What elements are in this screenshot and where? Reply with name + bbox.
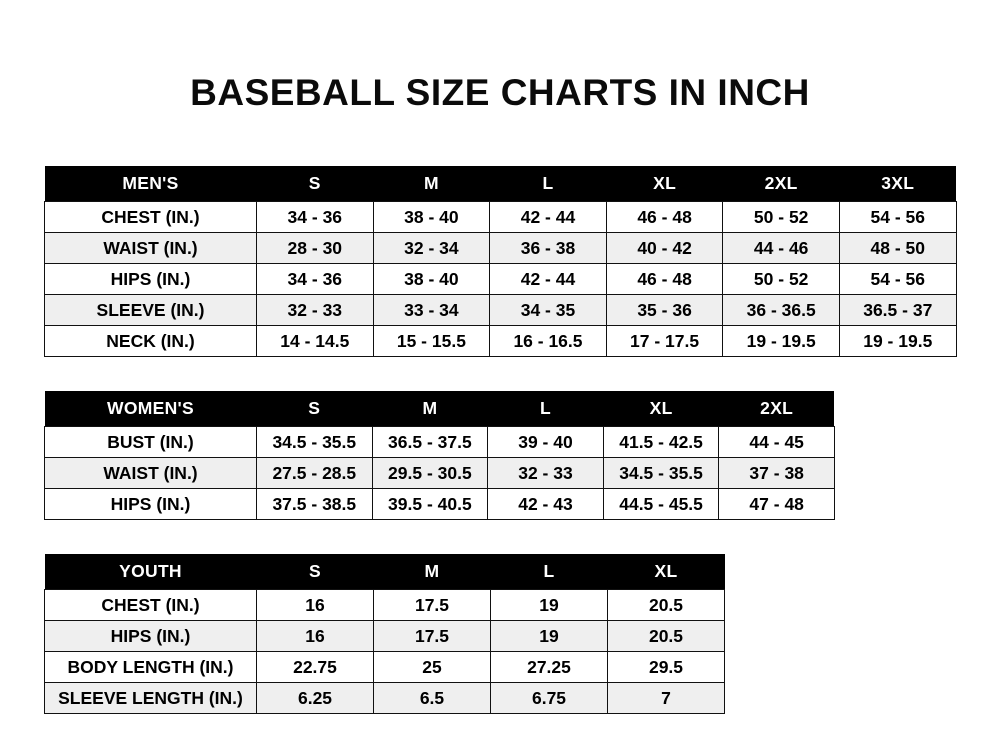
- table-header-row: [45, 166, 957, 202]
- cell: 50 - 52: [723, 202, 840, 233]
- cell: 44.5 - 45.5: [603, 489, 719, 520]
- cell: 22.75: [257, 652, 374, 683]
- table-row: [45, 427, 835, 458]
- table-row: [45, 264, 957, 295]
- cell: 7: [608, 683, 725, 714]
- cell: 35 - 36: [606, 295, 723, 326]
- womens-header-m: M: [372, 391, 488, 427]
- cell: 6.75: [491, 683, 608, 714]
- mens-header-2xl: 2XL: [723, 166, 840, 202]
- cell: 20.5: [608, 590, 725, 621]
- mens-header-3xl: 3XL: [839, 166, 956, 202]
- tables-container: [0, 166, 1000, 714]
- cell: 16: [257, 621, 374, 652]
- cell: 54 - 56: [839, 202, 956, 233]
- womens-table-head: [45, 391, 835, 427]
- cell: 15 - 15.5: [373, 326, 490, 357]
- cell: 28 - 30: [257, 233, 374, 264]
- womens-table-body: [45, 427, 835, 520]
- womens-header-s: S: [257, 391, 373, 427]
- cell: 44 - 45: [719, 427, 835, 458]
- cell: 38 - 40: [373, 202, 490, 233]
- row-label: CHEST (IN.): [45, 590, 257, 621]
- youth-table-head: [45, 554, 725, 590]
- table-row: [45, 202, 957, 233]
- cell: 6.5: [374, 683, 491, 714]
- row-label: WAIST (IN.): [45, 233, 257, 264]
- mens-table-body: [45, 202, 957, 357]
- cell: 19 - 19.5: [723, 326, 840, 357]
- womens-header-l: L: [488, 391, 604, 427]
- cell: 32 - 33: [257, 295, 374, 326]
- row-label: HIPS (IN.): [45, 264, 257, 295]
- row-label: HIPS (IN.): [45, 489, 257, 520]
- table-row: [45, 233, 957, 264]
- cell: 54 - 56: [839, 264, 956, 295]
- youth-header-xl: XL: [608, 554, 725, 590]
- mens-header-l: L: [490, 166, 607, 202]
- cell: 6.25: [257, 683, 374, 714]
- cell: 37.5 - 38.5: [257, 489, 373, 520]
- cell: 19 - 19.5: [839, 326, 956, 357]
- cell: 39 - 40: [488, 427, 604, 458]
- cell: 14 - 14.5: [257, 326, 374, 357]
- cell: 34.5 - 35.5: [257, 427, 373, 458]
- cell: 33 - 34: [373, 295, 490, 326]
- row-label: HIPS (IN.): [45, 621, 257, 652]
- table-row: [45, 489, 835, 520]
- youth-header-label: YOUTH: [45, 554, 257, 590]
- row-label: WAIST (IN.): [45, 458, 257, 489]
- cell: 29.5: [608, 652, 725, 683]
- mens-header-m: M: [373, 166, 490, 202]
- womens-size-table: [44, 391, 835, 520]
- cell: 41.5 - 42.5: [603, 427, 719, 458]
- cell: 40 - 42: [606, 233, 723, 264]
- womens-header-2xl: 2XL: [719, 391, 835, 427]
- row-label: SLEEVE LENGTH (IN.): [45, 683, 257, 714]
- row-label: BODY LENGTH (IN.): [45, 652, 257, 683]
- cell: 46 - 48: [606, 202, 723, 233]
- youth-header-l: L: [491, 554, 608, 590]
- table-row: [45, 590, 725, 621]
- row-label: SLEEVE (IN.): [45, 295, 257, 326]
- cell: 38 - 40: [373, 264, 490, 295]
- cell: 34 - 36: [257, 202, 374, 233]
- cell: 32 - 33: [488, 458, 604, 489]
- cell: 34 - 36: [257, 264, 374, 295]
- cell: 20.5: [608, 621, 725, 652]
- cell: 16: [257, 590, 374, 621]
- cell: 42 - 44: [490, 264, 607, 295]
- youth-table-body: [45, 590, 725, 714]
- table-row: [45, 621, 725, 652]
- table-header-row: [45, 554, 725, 590]
- cell: 19: [491, 590, 608, 621]
- womens-header-label: WOMEN'S: [45, 391, 257, 427]
- cell: 34 - 35: [490, 295, 607, 326]
- row-label: BUST (IN.): [45, 427, 257, 458]
- cell: 42 - 44: [490, 202, 607, 233]
- cell: 36.5 - 37: [839, 295, 956, 326]
- cell: 27.25: [491, 652, 608, 683]
- table-spacer: [44, 520, 956, 554]
- cell: 34.5 - 35.5: [603, 458, 719, 489]
- mens-header-label: MEN'S: [45, 166, 257, 202]
- youth-size-table: [44, 554, 725, 714]
- row-label: NECK (IN.): [45, 326, 257, 357]
- table-row: [45, 652, 725, 683]
- cell: 32 - 34: [373, 233, 490, 264]
- mens-size-table: [44, 166, 957, 357]
- cell: 46 - 48: [606, 264, 723, 295]
- cell: 37 - 38: [719, 458, 835, 489]
- cell: 50 - 52: [723, 264, 840, 295]
- cell: 36 - 38: [490, 233, 607, 264]
- mens-header-s: S: [257, 166, 374, 202]
- cell: 39.5 - 40.5: [372, 489, 488, 520]
- cell: 17.5: [374, 621, 491, 652]
- mens-table-head: [45, 166, 957, 202]
- cell: 27.5 - 28.5: [257, 458, 373, 489]
- cell: 17.5: [374, 590, 491, 621]
- cell: 36.5 - 37.5: [372, 427, 488, 458]
- cell: 25: [374, 652, 491, 683]
- cell: 17 - 17.5: [606, 326, 723, 357]
- cell: 47 - 48: [719, 489, 835, 520]
- cell: 19: [491, 621, 608, 652]
- cell: 44 - 46: [723, 233, 840, 264]
- cell: 48 - 50: [839, 233, 956, 264]
- table-header-row: [45, 391, 835, 427]
- table-spacer: [44, 357, 956, 391]
- table-row: [45, 683, 725, 714]
- youth-header-m: M: [374, 554, 491, 590]
- table-row: [45, 295, 957, 326]
- table-row: [45, 326, 957, 357]
- page-title: BASEBALL SIZE CHARTS IN INCH: [190, 72, 810, 113]
- row-label: CHEST (IN.): [45, 202, 257, 233]
- cell: 42 - 43: [488, 489, 604, 520]
- womens-header-xl: XL: [603, 391, 719, 427]
- table-row: [45, 458, 835, 489]
- cell: 29.5 - 30.5: [372, 458, 488, 489]
- cell: 36 - 36.5: [723, 295, 840, 326]
- youth-header-s: S: [257, 554, 374, 590]
- cell: 16 - 16.5: [490, 326, 607, 357]
- mens-header-xl: XL: [606, 166, 723, 202]
